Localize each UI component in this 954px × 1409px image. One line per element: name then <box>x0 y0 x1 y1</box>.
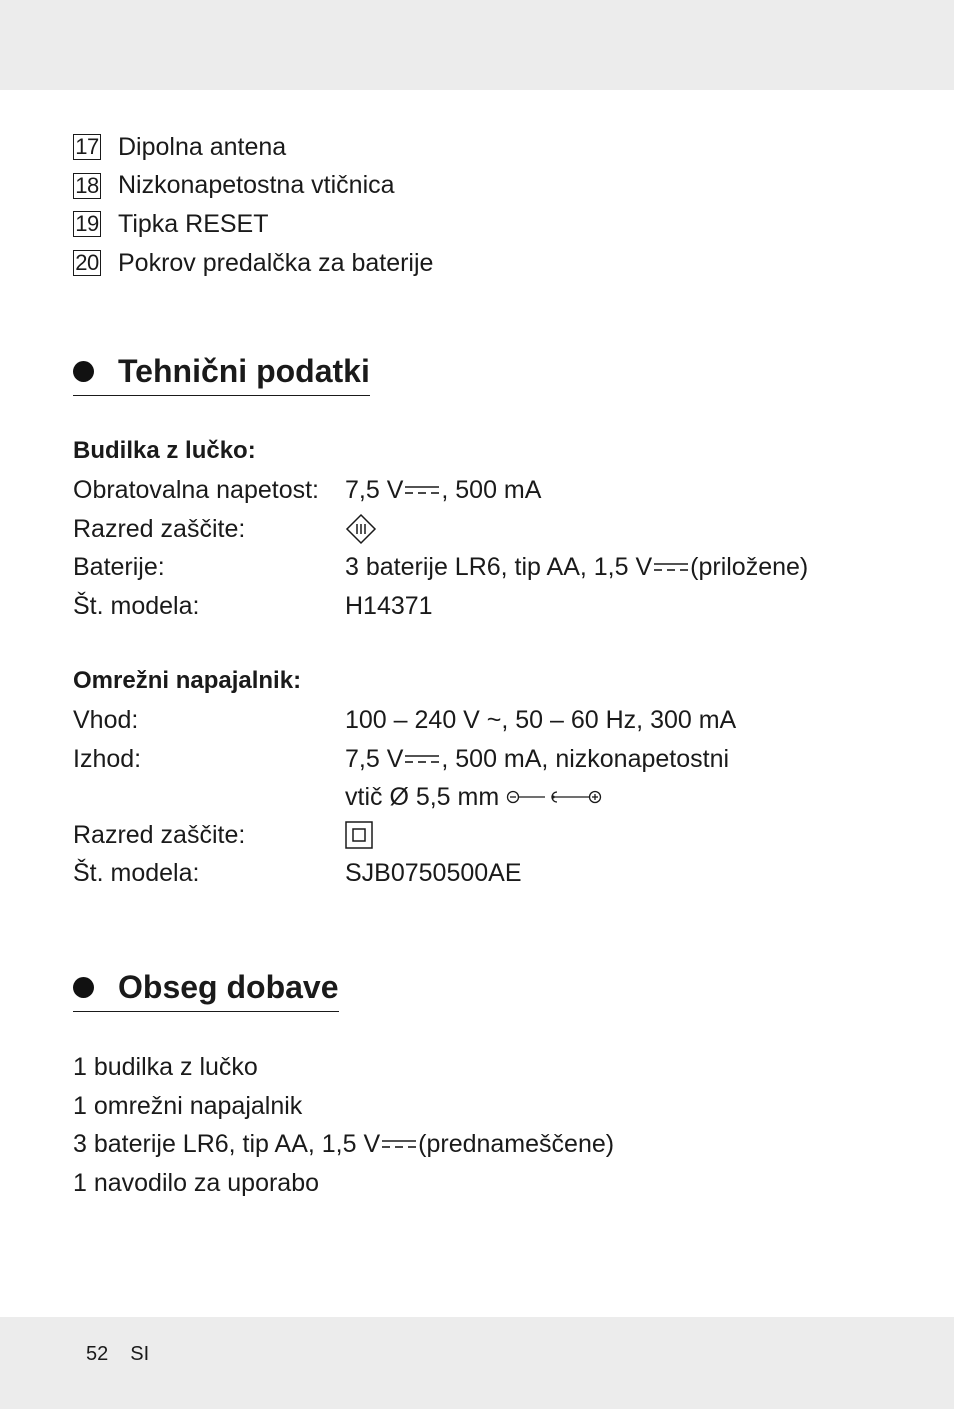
protection-class-ii-icon <box>345 821 373 849</box>
spec-label: Vhod: <box>73 706 139 734</box>
polarity-icon <box>505 788 605 806</box>
dc-current-icon <box>404 753 440 765</box>
spec-label: Št. modela: <box>73 859 200 888</box>
spec-label: Izhod: <box>73 744 142 773</box>
spec-value <box>345 471 541 510</box>
adapter-specs <box>73 701 736 893</box>
legend-number: 19 <box>73 211 101 237</box>
legend-text: Pokrov predalčka za baterije <box>118 248 434 277</box>
spec-row <box>73 471 808 510</box>
spec-label: Razred zaščite: <box>73 514 246 543</box>
spec-label: Baterije: <box>73 553 165 582</box>
list-item: 1 budilka z lučko <box>73 1053 258 1081</box>
value-text: (priložene) <box>690 553 809 582</box>
dc-current-icon <box>404 484 440 496</box>
legend-item <box>73 244 433 283</box>
spec-label-empty <box>73 778 345 817</box>
legend-item <box>73 128 433 167</box>
spec-row <box>73 740 736 779</box>
spec-label: Obratovalna napetost: <box>73 476 319 504</box>
value-text: vtič Ø 5,5 mm <box>345 783 500 812</box>
value-text: 3 baterije LR6, tip AA, 1,5 V <box>73 1130 381 1159</box>
dc-current-icon <box>653 561 689 573</box>
value-text: 7,5 V <box>345 476 404 504</box>
spec-value: H14371 <box>345 591 433 620</box>
bullet-icon <box>73 977 94 998</box>
spec-row <box>73 816 736 855</box>
spec-row <box>73 778 736 817</box>
language-code: SI <box>130 1343 150 1365</box>
adapter-subheading: Omrežni napajalnik: <box>73 667 302 694</box>
spec-label: Št. modela: <box>73 591 200 620</box>
spec-value <box>345 740 729 779</box>
list-item <box>73 1125 614 1164</box>
legend-number: 17 <box>73 134 101 160</box>
spec-value <box>345 548 808 587</box>
section-title: Obseg dobave <box>118 969 339 1005</box>
value-text: 3 baterije LR6, tip AA, 1,5 V <box>345 553 653 582</box>
value-text: (prednameščene) <box>418 1130 615 1159</box>
spec-row <box>73 510 808 549</box>
delivery-contents-list <box>73 1048 614 1202</box>
spec-row <box>73 587 808 626</box>
value-text: , 500 mA <box>441 476 542 504</box>
spec-label: Razred zaščite: <box>73 820 246 849</box>
spec-row <box>73 854 736 893</box>
clock-specs <box>73 471 808 625</box>
value-text: , 500 mA, nizkonapetostni <box>441 744 730 773</box>
legend-text: Nizkonapetostna vtičnica <box>118 171 395 200</box>
legend-number: 20 <box>73 250 101 276</box>
spec-row <box>73 701 736 740</box>
spec-value: SJB0750500AE <box>345 859 522 888</box>
spec-value <box>345 816 373 855</box>
section-title: Tehnični podatki <box>118 353 370 389</box>
legend-item <box>73 205 433 244</box>
parts-legend <box>73 128 433 282</box>
spec-value: 100 – 240 V ~, 50 – 60 Hz, 300 mA <box>345 706 737 734</box>
top-band <box>0 0 954 90</box>
clock-subheading: Budilka z lučko: <box>73 437 256 464</box>
section-heading-contents <box>73 967 339 1012</box>
bullet-icon <box>73 361 94 382</box>
legend-number: 18 <box>73 173 101 199</box>
legend-text: Dipolna antena <box>118 132 287 161</box>
list-item: 1 navodilo za uporabo <box>73 1168 320 1197</box>
spec-row <box>73 548 808 587</box>
page-number: 52 <box>86 1343 109 1365</box>
value-text: 7,5 V <box>345 744 404 773</box>
spec-value <box>345 510 377 549</box>
protection-class-iii-icon <box>345 513 377 545</box>
legend-item <box>73 167 433 206</box>
section-heading-tech <box>73 351 370 396</box>
dc-current-icon <box>381 1138 417 1150</box>
list-item: 1 omrežni napajalnik <box>73 1091 303 1120</box>
legend-text: Tipka RESET <box>118 209 269 238</box>
spec-value <box>345 778 605 817</box>
page-footer <box>86 1343 149 1366</box>
